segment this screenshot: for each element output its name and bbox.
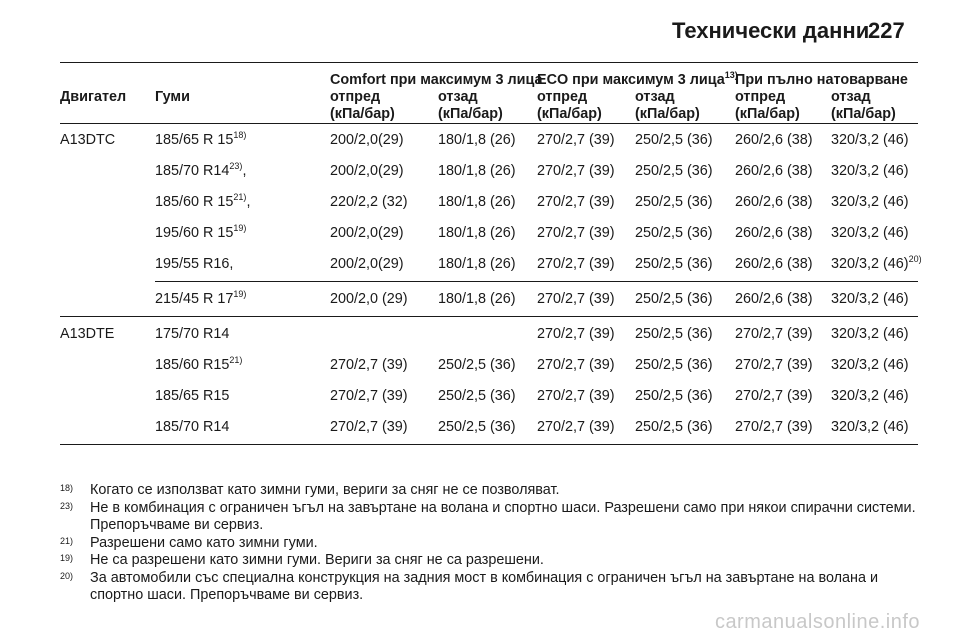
pressure-cell: 270/2,7 (39) <box>537 132 615 148</box>
pressure-cell: 320/3,2 (46) <box>831 194 909 210</box>
tyre-pressure-table <box>60 70 922 445</box>
footnote <box>60 482 920 500</box>
pressure-cell: 180/1,8 (26) <box>438 225 516 241</box>
pressure-cell: 320/3,2 (46) <box>831 225 909 241</box>
pressure-cell: 270/2,7 (39) <box>537 326 615 342</box>
table-row <box>60 216 918 247</box>
pressure-cell: 200/2,0 (29) <box>330 282 438 317</box>
pressure-cell: 270/2,7 (39) <box>537 282 635 317</box>
footnote-text: За автомобили със специална конструкция на задния мост в комбинация с ограничен ъгъл на завъртане на волана и спортно шаси. Препоръчваме ви сервиз. <box>90 569 879 603</box>
footnote-number: 23) <box>60 500 74 511</box>
col-rear: отзад <box>635 89 675 105</box>
footnote-text: Не в комбинация с ограничен ъгъл на завъртане на волана и спортно шаси. Разрешени само при някои спирачни системи. Препоръчваме ви сервиз. <box>90 499 916 533</box>
col-front: отпред <box>330 89 381 105</box>
table-row <box>60 317 918 349</box>
pressure-cell: 270/2,7 (39) <box>330 410 438 445</box>
pressure-cell: 250/2,5 (36) <box>635 388 713 404</box>
pressure-cell: 270/2,7 (39) <box>537 163 615 179</box>
col-front: отпред <box>735 89 786 105</box>
tyre-cell: 185/65 R 15$^{18)}$ <box>155 130 247 148</box>
pressure-cell: 270/2,7 (39) <box>330 357 408 373</box>
pressure-cell: 270/2,7 (39) <box>537 247 635 282</box>
pressure-cell: 250/2,5 (36) <box>438 357 516 373</box>
pressure-cell: 270/2,7 (39) <box>537 194 615 210</box>
col-unit: (кПа/бар) <box>831 106 918 124</box>
footnote <box>60 552 920 570</box>
engine-cell <box>60 154 155 185</box>
pressure-cell: 320/3,2 (46) <box>831 388 909 404</box>
footnotes <box>60 482 920 605</box>
tyre-cell: 185/70 R14 <box>155 410 330 445</box>
table-row <box>60 124 918 155</box>
page-number: 227 <box>868 18 905 43</box>
pressure-cell: 320/3,2 $(46)^{20)}$ <box>831 247 918 282</box>
pressure-cell: 320/3,2 (46) <box>831 410 918 445</box>
footnote-text: Когато се използват като зимни гуми, вериги за сняг не се позволяват. <box>90 482 560 498</box>
pressure-cell: 220/2,2 (32) <box>330 194 408 210</box>
table-row <box>60 348 918 379</box>
pressure-cell: 260/2,6 (38) <box>735 132 813 148</box>
engine-cell <box>60 282 155 317</box>
pressure-cell: 200/2,0(29) <box>330 247 438 282</box>
pressure-cell: 270/2,7 (39) <box>537 410 635 445</box>
tyre-cell: 185/60 R 15$^{21)}$, <box>155 192 251 210</box>
page-title: Технически данни <box>672 18 870 43</box>
pressure-cell: 250/2,5 (36) <box>635 282 735 317</box>
engine-cell: A13DTE <box>60 326 115 342</box>
pressure-cell: 270/2,7 (39) <box>537 357 615 373</box>
pressure-cell: 200/2,0(29) <box>330 225 404 241</box>
pressure-cell <box>438 317 537 349</box>
pressure-cell <box>330 317 438 349</box>
tyre-cell: 175/70 R14 <box>155 326 230 342</box>
pressure-cell: 270/2,7 (39) <box>735 357 813 373</box>
col-tyres: Гуми <box>155 89 190 105</box>
table-row <box>60 410 918 445</box>
pressure-cell: 320/3,2 (46) <box>831 132 909 148</box>
footnote-number: 19) <box>60 553 74 563</box>
pressure-cell: 320/3,2 (46) <box>831 163 909 179</box>
pressure-cell: 260/2,6 (38) <box>735 247 831 282</box>
pressure-cell: 260/2,6 (38) <box>735 194 813 210</box>
pressure-cell: 200/2,0(29) <box>330 132 404 148</box>
col-front: отпред <box>537 89 588 105</box>
engine-cell <box>60 348 155 379</box>
pressure-cell: 320/3,2 (46) <box>831 357 909 373</box>
pressure-cell: 250/2,5 (36) <box>635 132 713 148</box>
group-header-row <box>60 72 918 89</box>
pressure-cell: 200/2,0(29) <box>330 163 404 179</box>
pressure-cell: 270/2,7 (39) <box>330 388 408 404</box>
unit-header-row <box>60 106 918 124</box>
col-rear: отзад <box>438 89 478 105</box>
pressure-cell: 250/2,5 (36) <box>635 194 713 210</box>
pressure-cell: 270/2,7 (39) <box>537 225 615 241</box>
footnote <box>60 570 920 605</box>
pressure-cell: 180/1,8 (26) <box>438 194 516 210</box>
pressure-cell: 250/2,5 (36) <box>635 357 713 373</box>
group-comfort: Comfort при максимум 3 лица <box>330 72 543 88</box>
footnote-text: Разрешени само като зимни гуми. <box>90 534 318 551</box>
label-header-row <box>60 89 918 106</box>
footnote <box>60 535 920 553</box>
top-divider <box>60 62 918 63</box>
pressure-cell: 250/2,5 (36) <box>635 225 713 241</box>
col-unit: (кПа/бар) <box>537 106 635 124</box>
pressure-cell: 250/2,5 (36) <box>635 163 713 179</box>
pressure-cell: 260/2,6 (38) <box>735 225 813 241</box>
pressure-cell: 270/2,7 (39) <box>537 388 615 404</box>
col-unit: (кПа/бар) <box>438 106 537 124</box>
engine-cell <box>60 410 155 445</box>
col-unit: (кПа/бар) <box>330 106 438 124</box>
table-row <box>60 247 918 282</box>
group-eco: ECO при максимум 3 лица$^{13)}$ <box>537 70 738 88</box>
tyre-cell: 215/45 R 17$^{19)}$ <box>155 282 330 317</box>
engine-cell <box>60 247 155 282</box>
footnote-number: 20) <box>60 570 74 581</box>
engine-cell <box>60 216 155 247</box>
pressure-cell: 250/2,5 (36) <box>438 410 537 445</box>
pressure-cell: 250/2,5 (36) <box>635 247 735 282</box>
table-row <box>60 282 918 317</box>
pressure-cell: 320/3,2 (46) <box>831 282 918 317</box>
pressure-cell: 260/2,6 (38) <box>735 282 831 317</box>
pressure-cell: 270/2,7 (39) <box>735 410 831 445</box>
col-engine: Двигател <box>60 89 127 105</box>
col-unit: (кПа/бар) <box>735 106 831 124</box>
pressure-cell: 250/2,5 (36) <box>635 326 713 342</box>
pressure-cell: 180/1,8 (26) <box>438 282 537 317</box>
group-full-load: При пълно натоварване <box>735 72 908 88</box>
pressure-cell: 180/1,8 (26) <box>438 247 537 282</box>
tyre-cell: 195/55 R16, <box>155 247 330 282</box>
table-row <box>60 379 918 410</box>
tyre-cell: 185/70 R14$^{23)}$, <box>155 161 247 179</box>
watermark: carmanualsonline.info <box>714 611 920 633</box>
pressure-cell: 270/2,7 (39) <box>735 388 813 404</box>
footnote-text: Не са разрешени като зимни гуми. Вериги за сняг не са разрешени. <box>90 552 544 568</box>
pressure-cell: 180/1,8 (26) <box>438 132 516 148</box>
col-unit: (кПа/бар) <box>635 106 735 124</box>
table-row <box>60 185 918 216</box>
engine-cell: A13DTC <box>60 132 116 148</box>
engine-cell <box>60 185 155 216</box>
engine-cell <box>60 379 155 410</box>
col-rear: отзад <box>831 89 871 105</box>
footnote-number: 18) <box>60 483 74 493</box>
pressure-cell: 250/2,5 (36) <box>438 388 516 404</box>
table-row <box>60 154 918 185</box>
pressure-cell: 250/2,5 (36) <box>635 410 735 445</box>
footnote <box>60 500 920 535</box>
pressure-cell: 320/3,2 (46) <box>831 326 909 342</box>
tyre-cell: 185/65 R15 <box>155 388 230 404</box>
tyre-cell: 195/60 R 15$^{19)}$ <box>155 223 247 241</box>
footnote-number: 21) <box>60 535 74 546</box>
pressure-cell: 180/1,8 (26) <box>438 163 516 179</box>
tyre-cell: 185/60 R15$^{21)}$ <box>155 355 243 373</box>
pressure-cell: 270/2,7 (39) <box>735 326 813 342</box>
pressure-cell: 260/2,6 (38) <box>735 163 813 179</box>
